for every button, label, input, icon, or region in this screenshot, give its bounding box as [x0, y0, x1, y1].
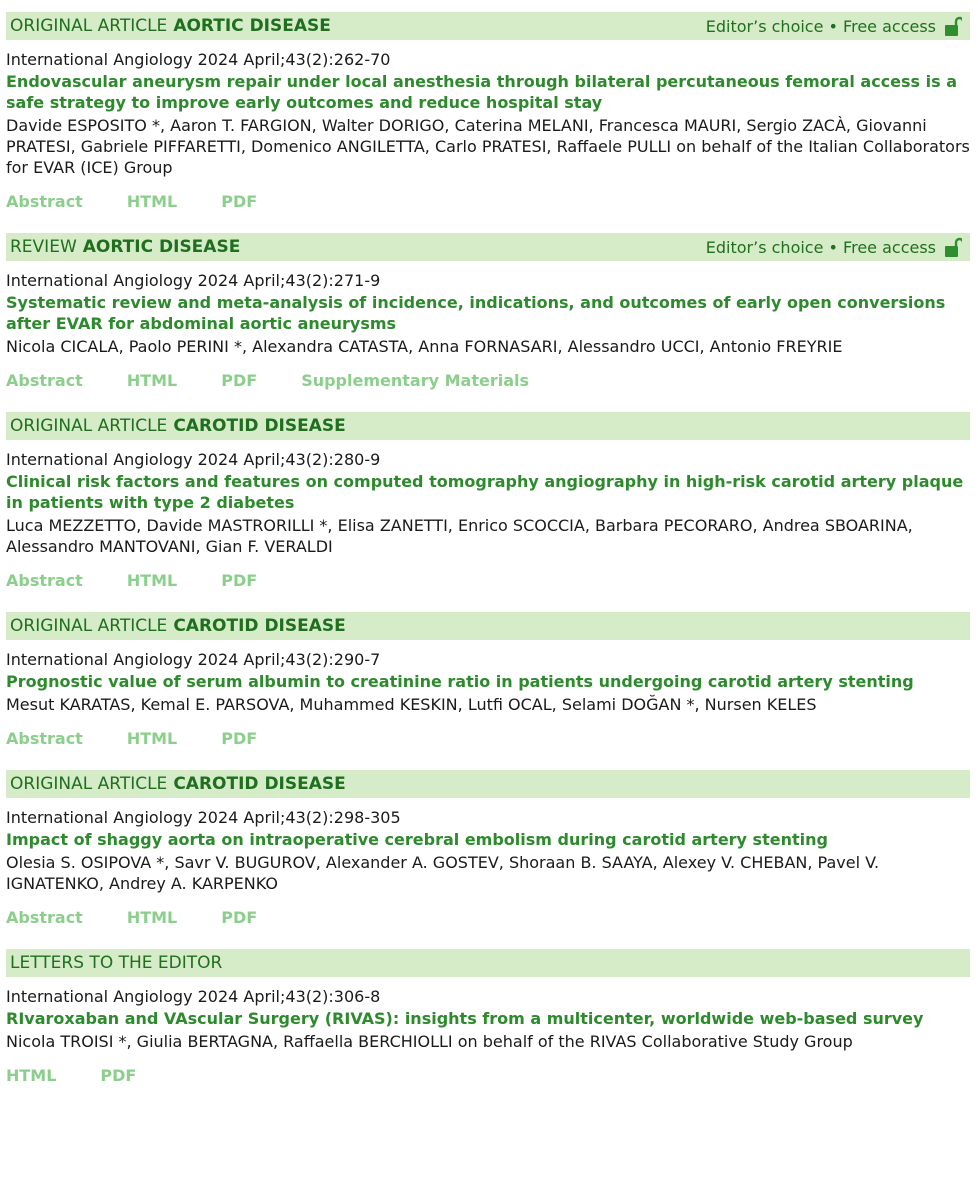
- article-links: [6, 729, 970, 748]
- article-links: [6, 571, 970, 590]
- article-header-bar: [6, 949, 970, 977]
- article-title-link[interactable]: Systematic review and meta-analysis of incidence, indications, and outcomes of early open conversions after EVAR for abdominal aortic aneurysms: [6, 293, 946, 333]
- article-authors: Nicola TROISI *, Giulia BERTAGNA, Raffaella BERCHIOLLI on behalf of the RIVAS Collaborative Study Group: [6, 1032, 853, 1051]
- html-link[interactable]: HTML: [126, 371, 178, 390]
- pdf-link[interactable]: PDF: [221, 192, 258, 211]
- article-links: [6, 192, 970, 211]
- article-title-link[interactable]: Endovascular aneurysm repair under local anesthesia through bilateral percutaneous femoral access is a safe strategy to improve early outcomes and reduce hospital stay: [6, 72, 958, 112]
- html-link[interactable]: HTML: [126, 729, 178, 748]
- section-label: ORIGINAL ARTICLE: [10, 16, 168, 36]
- topic-label: AORTIC DISEASE: [173, 16, 331, 36]
- section-label: REVIEW: [10, 237, 77, 257]
- article-citation: International Angiology 2024 April;43(2):298-305: [6, 808, 401, 827]
- html-link[interactable]: HTML: [6, 1066, 57, 1085]
- article-header-bar: [6, 233, 970, 261]
- article-citation: International Angiology 2024 April;43(2):280-9: [6, 450, 381, 469]
- article-header-bar: [6, 12, 970, 40]
- article-section: [10, 953, 222, 973]
- article-title-link[interactable]: RIvaroxaban and VAscular Surgery (RIVAS): insights from a multicenter, worldwide web-based survey: [6, 1009, 924, 1028]
- unlocked-padlock-icon: [945, 16, 962, 36]
- article-links: [6, 371, 970, 390]
- article-section: [10, 416, 346, 436]
- article-section: [10, 237, 240, 257]
- article-authors: Nicola CICALA, Paolo PERINI *, Alexandra CATASTA, Anna FORNASARI, Alessandro UCCI, Antonio FREYRIE: [6, 337, 843, 356]
- access-status: [706, 16, 962, 36]
- section-label: ORIGINAL ARTICLE: [10, 616, 168, 636]
- topic-label: CAROTID DISEASE: [173, 616, 346, 636]
- supplementary-materials-link[interactable]: Supplementary Materials: [301, 371, 529, 390]
- article-links: [6, 1066, 970, 1085]
- abstract-link[interactable]: Abstract: [6, 908, 83, 927]
- pdf-link[interactable]: PDF: [221, 571, 258, 590]
- section-label: LETTERS TO THE EDITOR: [10, 953, 223, 973]
- topic-label: CAROTID DISEASE: [173, 416, 346, 436]
- article-authors: Olesia S. OSIPOVA *, Savr V. BUGUROV, Alexander A. GOSTEV, Shoraan B. SAAYA, Alexey V. CHEBAN, Pavel V. IGNATENKO, Andrey A. KARPENKO: [6, 853, 880, 893]
- article-header-bar: [6, 412, 970, 440]
- topic-label: CAROTID DISEASE: [173, 774, 346, 794]
- article-item: [6, 949, 970, 1085]
- article-item: [6, 612, 970, 748]
- article-title-link[interactable]: Prognostic value of serum albumin to creatinine ratio in patients undergoing carotid artery stenting: [6, 672, 914, 691]
- article-citation: International Angiology 2024 April;43(2):306-8: [6, 987, 381, 1006]
- access-label: Editor’s choice • Free access: [705, 237, 936, 257]
- article-citation: International Angiology 2024 April;43(2):290-7: [6, 650, 381, 669]
- pdf-link[interactable]: PDF: [221, 908, 258, 927]
- abstract-link[interactable]: Abstract: [6, 571, 83, 590]
- pdf-link[interactable]: PDF: [221, 371, 258, 390]
- article-item: [6, 412, 970, 590]
- unlocked-padlock-icon: [945, 237, 962, 257]
- abstract-link[interactable]: Abstract: [6, 729, 83, 748]
- access-status: [706, 237, 962, 257]
- article-section: [10, 774, 346, 794]
- pdf-link[interactable]: PDF: [100, 1066, 137, 1085]
- topic-label: AORTIC DISEASE: [82, 237, 241, 257]
- pdf-link[interactable]: PDF: [221, 729, 258, 748]
- section-label: ORIGINAL ARTICLE: [10, 774, 168, 794]
- article-authors: Luca MEZZETTO, Davide MASTRORILLI *, Elisa ZANETTI, Enrico SCOCCIA, Barbara PECORARO, Andrea SBOARINA, Alessandro MANTOVANI, Gian F. VERALDI: [6, 516, 913, 556]
- article-title-link[interactable]: Impact of shaggy aorta on intraoperative cerebral embolism during carotid artery stenting: [6, 830, 828, 849]
- article-header-bar: [6, 770, 970, 798]
- abstract-link[interactable]: Abstract: [6, 192, 83, 211]
- article-item: [6, 233, 970, 390]
- article-title-link[interactable]: Clinical risk factors and features on computed tomography angiography in high-risk carotid artery plaque in patients with type 2 diabetes: [6, 472, 964, 512]
- access-label: Editor’s choice • Free access: [705, 16, 936, 36]
- article-links: [6, 908, 970, 927]
- section-label: ORIGINAL ARTICLE: [10, 416, 168, 436]
- article-authors: Mesut KARATAS, Kemal E. PARSOVA, Muhammed KESKIN, Lutfi OCAL, Selami DOĞAN *, Nursen KELES: [6, 695, 817, 714]
- html-link[interactable]: HTML: [126, 192, 178, 211]
- html-link[interactable]: HTML: [126, 908, 178, 927]
- article-citation: International Angiology 2024 April;43(2):262-70: [6, 50, 391, 69]
- article-authors: Davide ESPOSITO *, Aaron T. FARGION, Walter DORIGO, Caterina MELANI, Francesca MAURI, Sergio ZACÀ, Giovanni PRATESI, Gabriele PIFFARETTI, Domenico ANGILETTA, Carlo PRATESI, Raffaele PULLI on behalf of the Italian Collaborators for EVAR (ICE) Group: [6, 116, 970, 177]
- article-citation: International Angiology 2024 April;43(2):271-9: [6, 271, 381, 290]
- article-section: [10, 16, 331, 36]
- article-section: [10, 616, 346, 636]
- html-link[interactable]: HTML: [126, 571, 178, 590]
- article-item: [6, 12, 970, 211]
- abstract-link[interactable]: Abstract: [6, 371, 83, 390]
- article-item: [6, 770, 970, 927]
- article-header-bar: [6, 612, 970, 640]
